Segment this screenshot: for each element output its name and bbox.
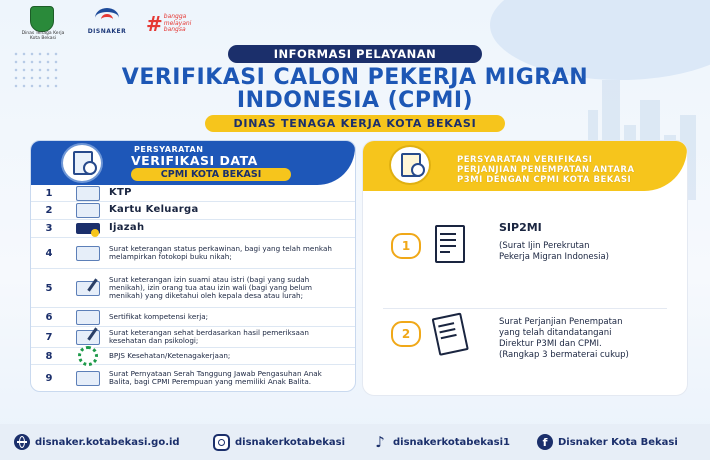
document-search-icon [61, 143, 103, 183]
step-badge-1: 1 [391, 233, 421, 259]
list-item: 5 Surat keterangan izin suami atau istri (bagi yang sudah menikah), izin orang tua atau izin wali (bagi yang belum menikah) yang diketahui oleh kepala desa atau lurah; [31, 269, 355, 308]
agreement-card [362, 140, 688, 396]
bangga-line3: bangsa [163, 26, 186, 33]
list-item: 1 KTP [31, 185, 355, 202]
agreement-title-line2: PERJANJIAN PENEMPATAN ANTARA [457, 165, 635, 175]
health-letter-icon [76, 330, 100, 345]
tiktok-icon: ♪ [375, 433, 385, 451]
graduation-icon [76, 223, 100, 234]
globe-icon [14, 434, 30, 450]
signed-agreement-icon [429, 310, 473, 357]
agreement-header [363, 141, 687, 191]
sip2mi-desc2: Pekerja Migran Indonesia) [499, 252, 609, 262]
list-item: 9 Surat Pernyataan Serah Tanggung Jawab Pengasuhan Anak Balita, bagi CPMI Perempuan yang memiliki Anak Balita. [45, 368, 322, 386]
bpjs-icon [78, 346, 98, 366]
title-line1: VERIFIKASI CALON PEKERJA MIGRAN [121, 65, 589, 90]
requirements-sub: PERSYARATAN [134, 145, 204, 154]
footer-instagram[interactable]: disnakerkotabekasi [213, 434, 345, 450]
document-search-icon [389, 145, 431, 185]
id-card-icon [76, 186, 100, 201]
requirements-card [30, 140, 356, 392]
list-item: 7 Surat keterangan sehat berdasarkan hasil pemeriksaan kesehatan dan psikologi; [31, 327, 355, 348]
requirements-main: VERIFIKASI DATA [131, 153, 258, 168]
pemkot-caption: Dinas Tenaga Kerja Kota Bekasi [21, 31, 65, 41]
bangga-line2: melayani [163, 19, 192, 27]
list-item: 2 Kartu Keluarga [31, 202, 355, 220]
childcare-statement-icon [76, 371, 100, 386]
list-item: 3 Ijazah [31, 220, 355, 238]
footer-website[interactable]: disnaker.kotabekasi.go.id [14, 434, 180, 450]
certificate-icon [76, 310, 100, 325]
sip2mi-desc1: (Surat Ijin Perekrutan [499, 241, 590, 251]
bangga-line1: bangga [163, 13, 187, 20]
disnaker-label: DISNAKER [87, 28, 127, 35]
list-item: 8 BPJS Kesehatan/Ketenagakerjaan; [31, 348, 355, 365]
footer-facebook[interactable]: f Disnaker Kota Bekasi [537, 434, 678, 450]
agreement-line1: Surat Perjanjian Penempatan [499, 317, 623, 327]
requirements-pill: CPMI KOTA BEKASI [131, 168, 291, 181]
agreement-line3: Direktur P3MI dan CPMI. [499, 339, 602, 349]
bangga-hash: # [146, 11, 163, 36]
dinas-pill: DINAS TENAGA KERJA KOTA BEKASI [205, 115, 505, 132]
requirements-header [31, 141, 355, 185]
list-item: 6 Sertifikat kompetensi kerja; [31, 308, 355, 327]
sip2mi-title: SIP2MI [499, 221, 542, 234]
footer-tiktok[interactable]: ♪ disnakerkotabekasi1 [372, 434, 510, 450]
agreement-title-line1: PERSYARATAN VERIFIKASI [457, 155, 593, 165]
facebook-icon: f [537, 434, 553, 450]
marriage-rings-icon [76, 246, 100, 261]
agreement-line4: (Rangkap 3 bermaterai cukup) [499, 350, 629, 360]
list-item: 4 Surat keterangan status perkawinan, bagi yang telah menkah melampirkan fotokopi buku nikah; [31, 238, 355, 269]
bangga-melayani-logo [146, 11, 192, 36]
step-badge-2: 2 [391, 321, 421, 347]
agreement-line2: yang telah ditandatangani [499, 328, 612, 338]
disnaker-logo [82, 8, 132, 35]
agreement-title-line3: P3MI DENGAN CPMI KOTA BEKASI [457, 175, 632, 185]
family-card-icon [76, 203, 100, 218]
info-pill: INFORMASI PELAYANAN [228, 45, 482, 63]
permit-letter-icon [76, 281, 100, 296]
divider [383, 308, 667, 309]
pemkot-logo [21, 6, 65, 41]
document-sign-icon [433, 223, 469, 263]
title-line2: INDONESIA (CPMI) [236, 88, 474, 113]
instagram-icon [213, 434, 230, 451]
